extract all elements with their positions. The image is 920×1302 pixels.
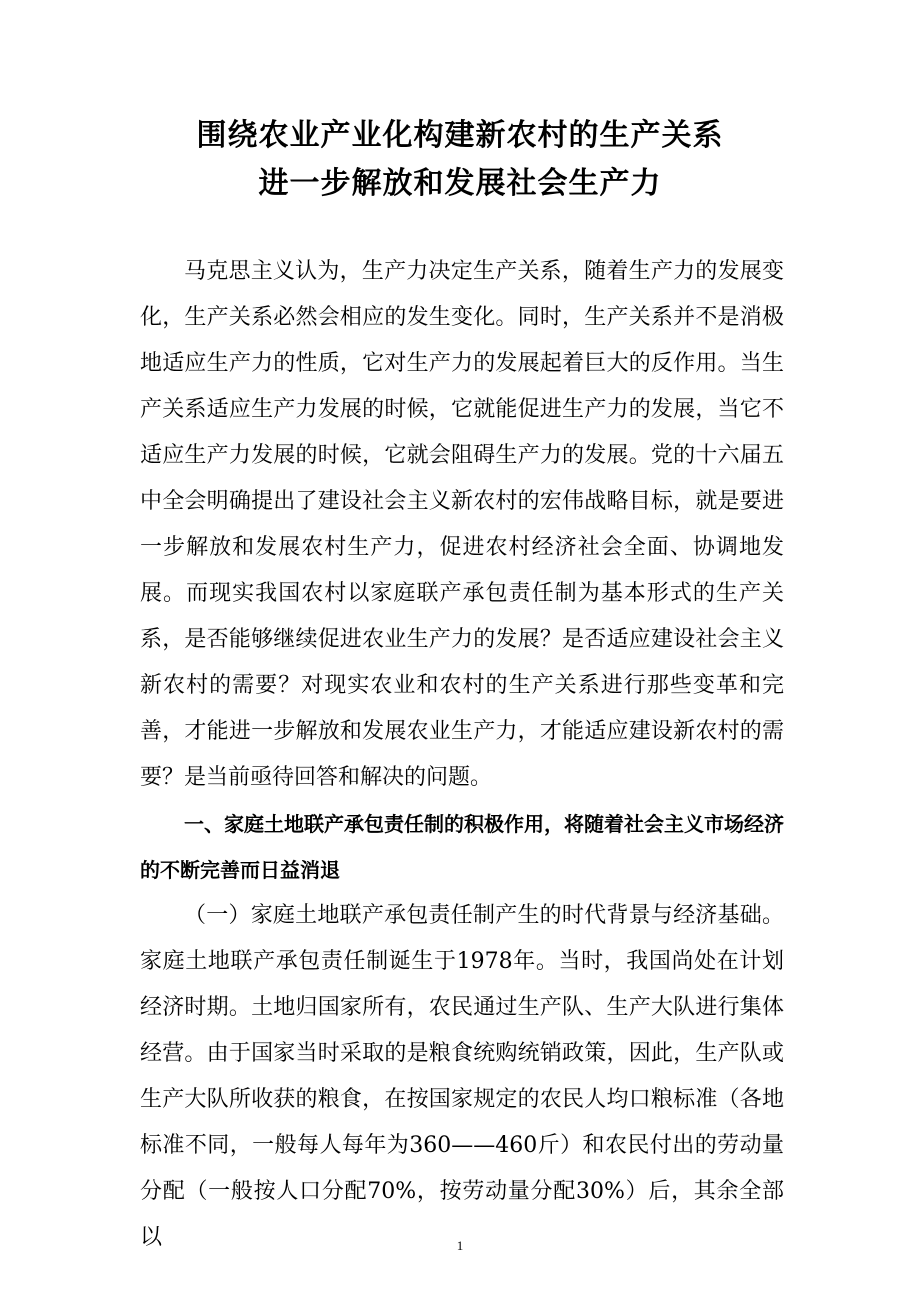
document-title	[0, 112, 920, 208]
body-paragraph-2: （一）家庭土地联产承包责任制产生的时代背景与经济基础。家庭土地联产承包责任制诞生于1978年。当时，我国尚处在计划经济时期。土地归国家所有，农民通过生产队、生产大队进行集体经营。由于国家当时采取的是粮食统购统销政策，因此，生产队或生产大队所收获的粮食，在按国家规定的农民人均口粮标准（各地标准不同，一般每人每年为360——460斤）和农民付出的劳动量分配（一般按人口分配70%，按劳动量分配30%）后，其余全部以	[140, 903, 784, 1250]
title-line-2: 进一步解放和发展社会生产力	[258, 166, 662, 201]
title-line-1: 围绕农业产业化构建新农村的生产关系	[196, 118, 724, 153]
body-paragraph-1: 马克思主义认为，生产力决定生产关系，随着生产力的发展变化，生产关系必然会相应的发生变化。同时，生产关系并不是消极地适应生产力的性质，它对生产力的发展起着巨大的反作用。当生产关系适应生产力发展的时候，它就能促进生产力的发展，当它不适应生产力发展的时候，它就会阻碍生产力的发展。党的十六届五中全会明确提出了建设社会主义新农村的宏伟战略目标，就是要进一步解放和发展农村生产力，促进农村经济社会全面、协调地发展。而现实我国农村以家庭联产承包责任制为基本形式的生产关系，是否能够继续促进农业生产力的发展？是否适应建设社会主义新农村的需要？对现实农业和农村的生产关系进行那些变革和完善，才能进一步解放和发展农业生产力，才能适应建设新农村的需要？是当前亟待回答和解决的问题。	[140, 259, 784, 790]
section-heading-1: 一、家庭土地联产承包责任制的积极作用，将随着社会主义市场经济的不断完善而日益消退	[140, 812, 784, 882]
page-number: 1	[456, 1238, 464, 1253]
document-body	[140, 249, 784, 1261]
